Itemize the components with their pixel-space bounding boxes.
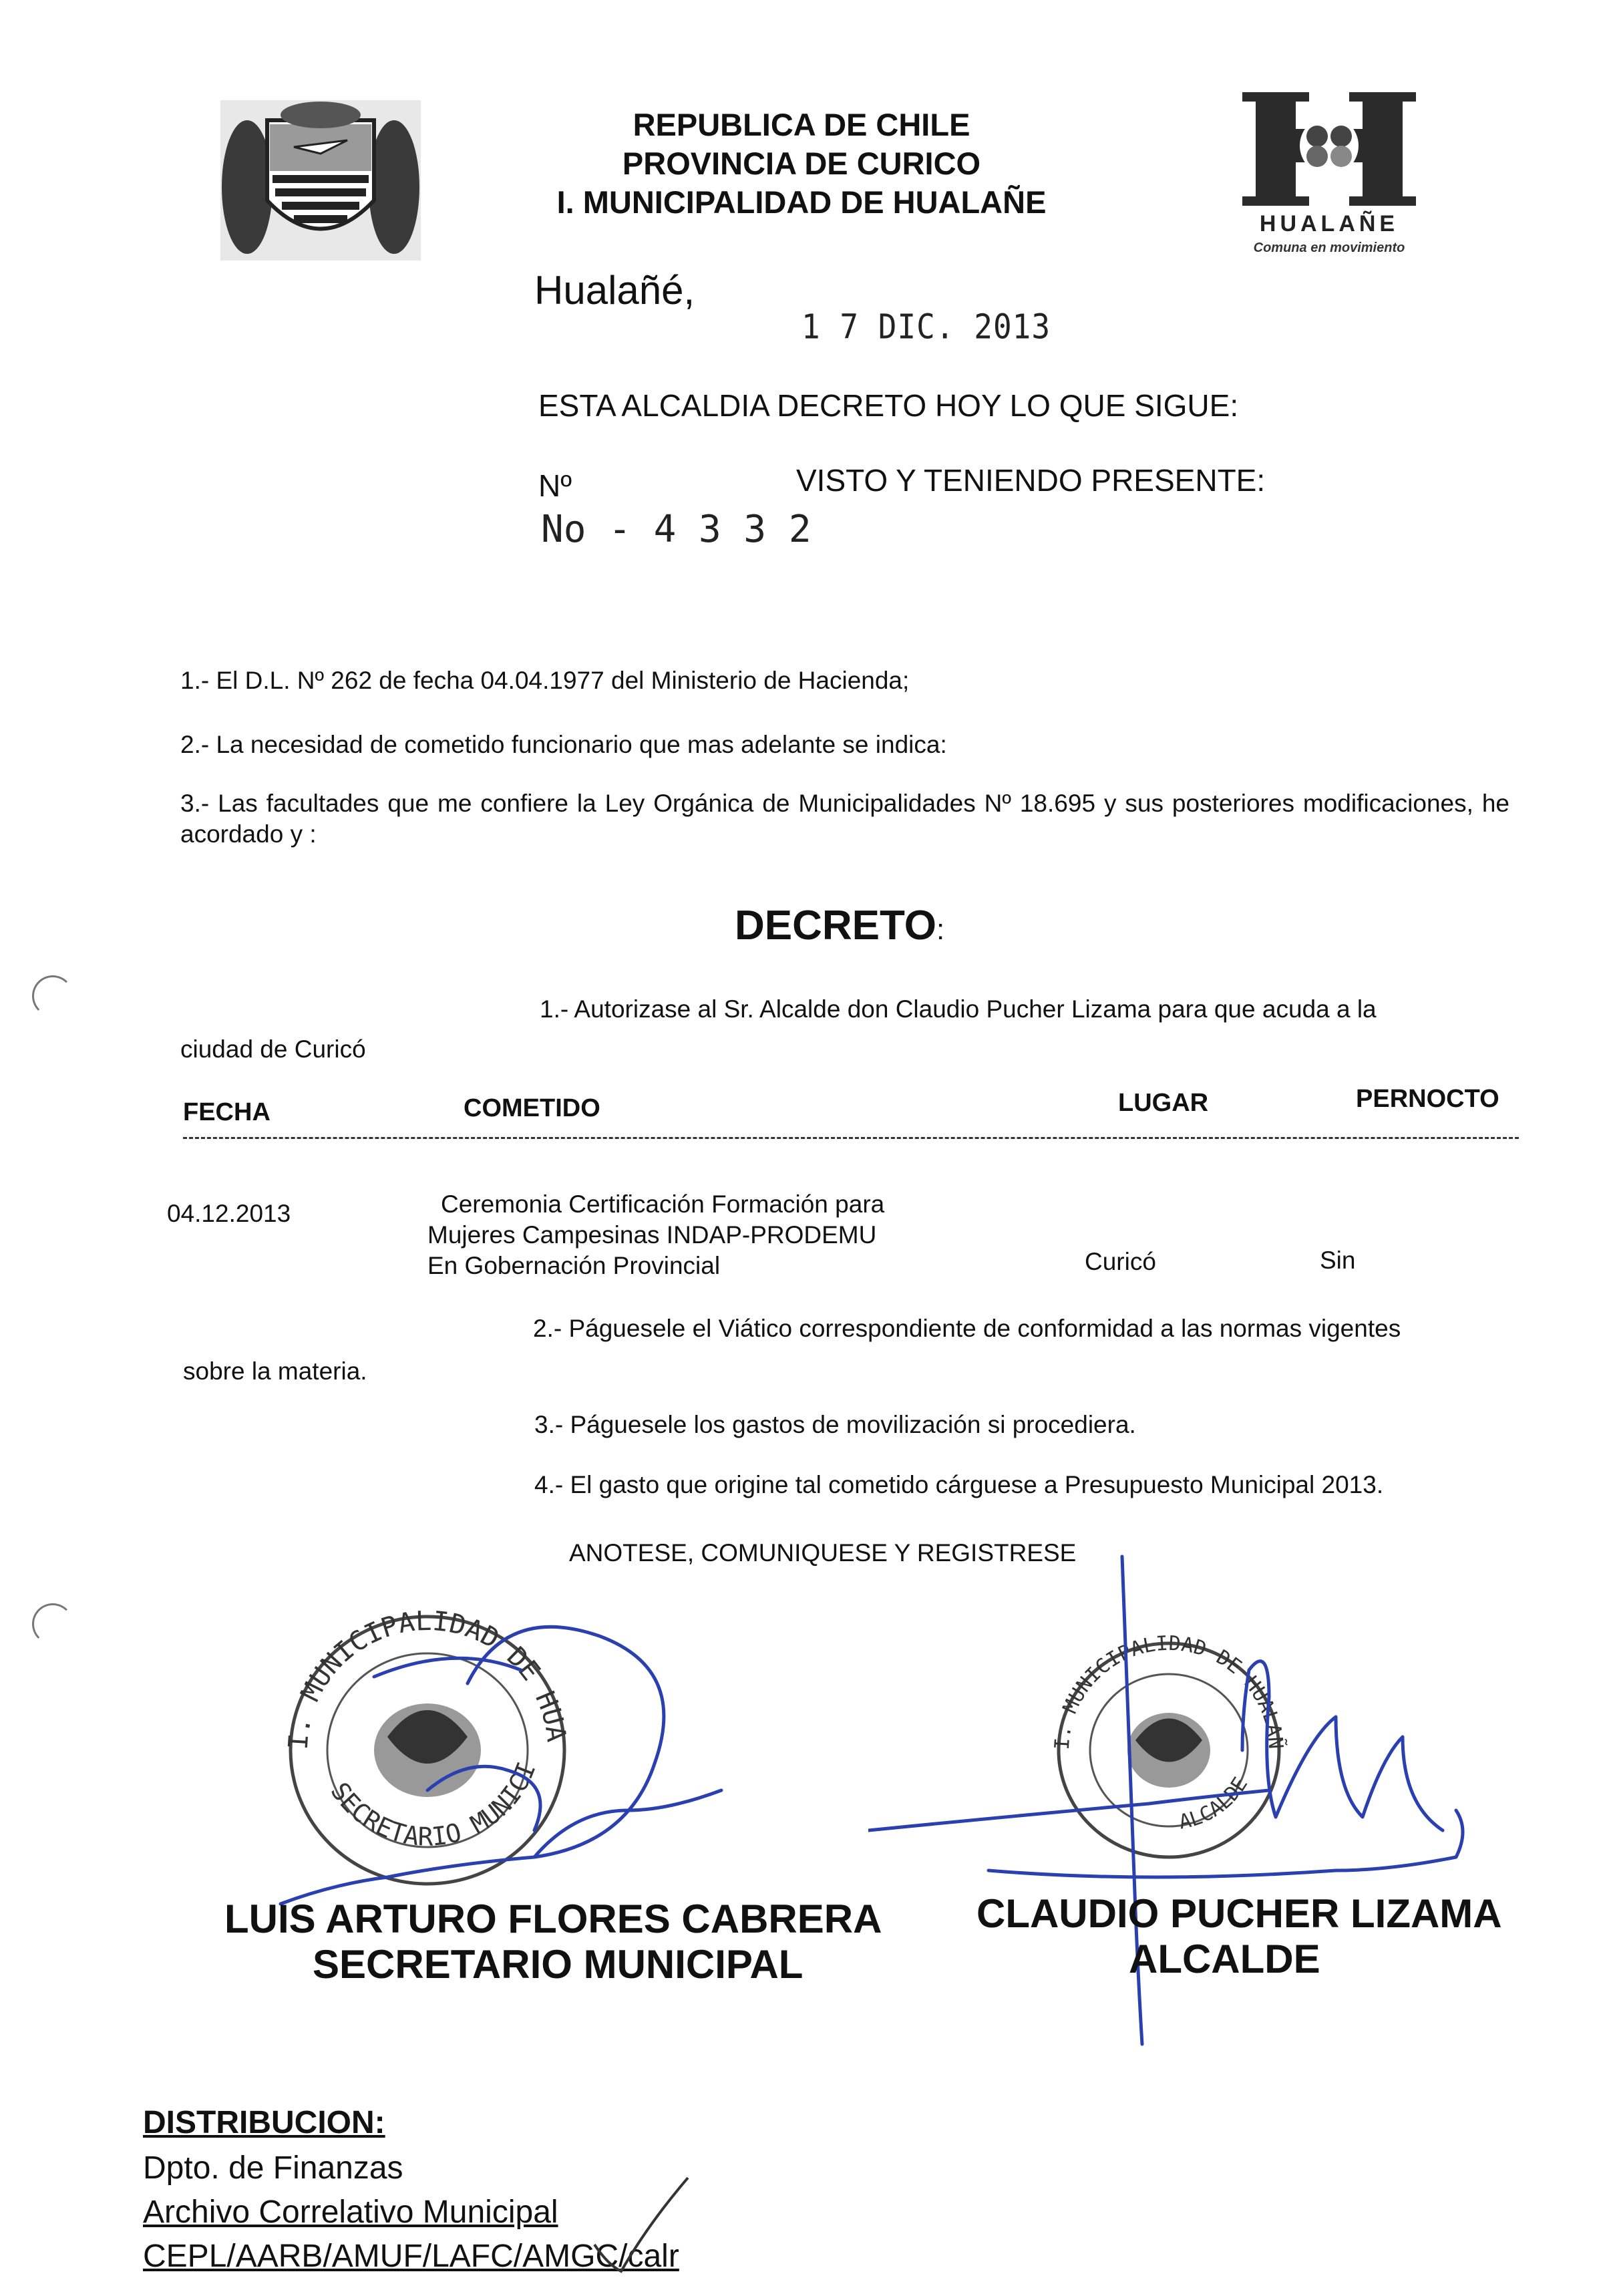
header-republic: REPUBLICA DE CHILE [633,107,970,142]
table-cell-cometido-line2: Mujeres Campesinas INDAP-PRODEMU [427,1221,877,1249]
place-label: Hualañé, [534,268,695,313]
distribution-line-3: CEPL/AARB/AMUF/LAFC/AMGC/calr [143,2239,679,2274]
table-header-cometido: COMETIDO [464,1094,600,1122]
intro-text: ESTA ALCALDIA DECRETO HOY LO QUE SIGUE: [538,388,1239,423]
visto-heading: VISTO Y TENIENDO PRESENTE: [796,463,1266,498]
distribution-line-2: Archivo Correlativo Municipal [143,2194,558,2230]
decree-item-2-line2: sobre la materia. [183,1357,367,1385]
table-header-lugar: LUGAR [1118,1089,1209,1117]
date-stamp: 1 7 DIC. 2013 [801,307,1051,347]
closing-formula: ANOTESE, COMUNIQUESE Y REGISTRESE [569,1539,1077,1567]
decree-item-3: 3.- Páguesele los gastos de movilización si procediera. [534,1411,1136,1438]
table-cell-pernocto: Sin [1320,1247,1356,1274]
decree-item-1-line1: 1.- Autorizase al Sr. Alcalde don Claudio Pucher Lizama para que acuda a la [540,995,1377,1023]
punch-hole-top [32,975,73,1017]
table-header-divider [183,1137,1519,1139]
seal-left-bottom-text: SECRETARIO MUNICI [325,1758,542,1852]
signature-left [254,1590,761,1937]
logo-name: HUALAÑE [1259,211,1399,236]
table-cell-cometido-line1: Ceremonia Certificación Formación para [441,1190,885,1218]
distribution-line-1: Dpto. de Finanzas [143,2150,403,2186]
table-cell-fecha: 04.12.2013 [167,1200,291,1227]
decreto-colon: : [936,913,945,946]
considerando-2: 2.- La necesidad de cometido funcionario que mas adelante se indica: [180,731,947,758]
decreto-title [735,902,944,949]
seal-right-bottom-text: ALCALDE [1177,1773,1253,1834]
seal-right-top-text: I. MUNICIPALIDAD DE HUALAÑ [1050,1631,1288,1751]
table-header-pernocto: PERNOCTO [1356,1085,1499,1113]
decree-item-1-line2: ciudad de Curicó [180,1035,366,1063]
signatory-right-name: CLAUDIO PUCHER LIZAMA [976,1891,1502,1936]
header-municipality: I. MUNICIPALIDAD DE HUALAÑE [556,184,1047,220]
decree-item-4: 4.- El gasto que origine tal cometido cárguese a Presupuesto Municipal 2013. [534,1471,1384,1498]
distribution-check-mark [588,2164,695,2278]
table-header-fecha: FECHA [183,1098,271,1126]
distribution-title: DISTRIBUCION: [143,2105,385,2140]
decree-number-stamp: No - 4 3 3 2 [541,508,812,551]
seal-left-top-text: I. MUNICIPALIDAD DE HUA [283,1605,572,1751]
decree-item-2-line1: 2.- Páguesele el Viático correspondiente de conformidad a las normas vigentes [533,1315,1401,1342]
punch-hole-bottom [32,1603,73,1645]
coat-of-arms-logo [220,100,421,261]
decreto-title-text: DECRETO [735,903,937,949]
considerando-3: 3.- Las facultades que me confiere la Ley Orgánica de Municipalidades Nº 18.695 y sus posteriores modificaciones, he acordado y : [180,790,1509,848]
header-province: PROVINCIA DE CURICO [622,146,981,181]
table-cell-lugar: Curicó [1085,1248,1156,1275]
considerando-1: 1.- El D.L. Nº 262 de fecha 04.04.1977 del Ministerio de Hacienda; [180,667,910,694]
signatory-left-name: LUIS ARTURO FLORES CABRERA [224,1897,882,1941]
table-cell-cometido-line3: En Gobernación Provincial [427,1252,721,1279]
logo-tagline: Comuna en movimiento [1253,240,1405,255]
hualane-logo [1242,92,1416,266]
hualane-h-logo-icon [1242,92,1416,219]
signatory-left-title: SECRETARIO MUNICIPAL [313,1942,803,1987]
number-label: Nº [538,468,572,503]
signatory-right-title: ALCALDE [1129,1937,1320,1981]
